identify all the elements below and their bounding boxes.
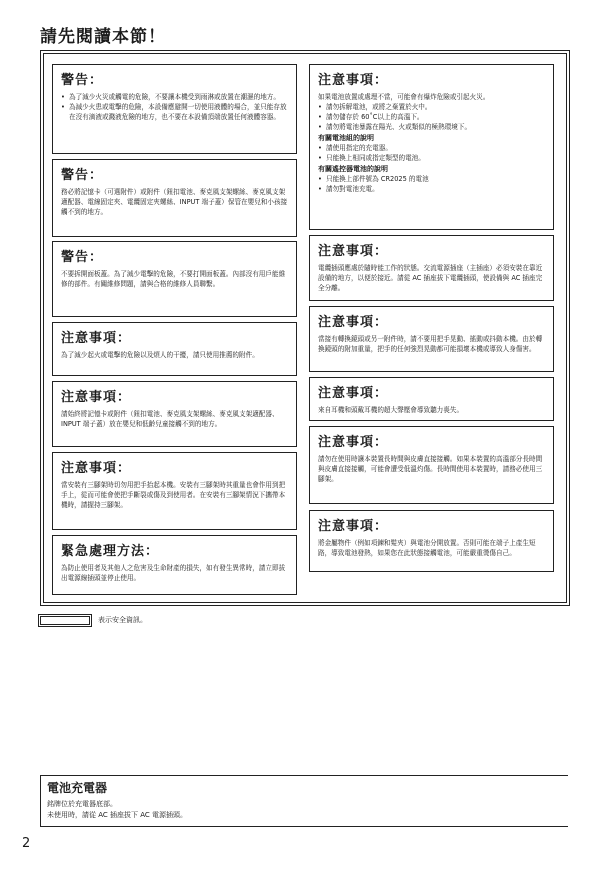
caution-box-power-plug (309, 235, 554, 301)
list-item: • 請勿將電池暴露在陽光、火或類似的極熱環境下。 (318, 122, 547, 132)
box-text: 當安裝有三腳架時切勿用把手抬起本機。安裝有三腳架時其重量也會作用到把手上，從而可能會使把手斷裂或傷及到使用者。在安裝有三腳架情況下攜帶本機時，請握持三腳架。 (61, 481, 286, 509)
charger-title: 電池充電器 (47, 781, 108, 795)
box-text: 為了減少起火或電擊的危險以及煩人的干擾，請只使用推薦的附件。 (61, 351, 259, 359)
box-text: 為防止使用者及其他人之危害及生命財產的損失，如有發生異常時，請立即拔出電源線插頭並停止使用。 (61, 564, 286, 582)
list-item: • 為了減少火災或觸電的危險，不要讓本機受到雨淋或放置在潮濕的地方。 (61, 92, 290, 102)
warning-box-rain-moisture (52, 64, 297, 154)
box-text: 來自耳機和頭戴耳機的超大聲壓會導致聽力喪失。 (318, 406, 464, 414)
box-heading: 注意事項： (318, 244, 389, 259)
box-heading: 注意事項： (318, 315, 389, 330)
box-text: 將金屬物件（例如項鍊和髮夾）與電池分開放置。否則可能在端子上產生短路，導致電池發熱，如果您在此狀態接觸電池，可能嚴重燙傷自己。 (318, 539, 536, 557)
box-text: 電纜插頭應處於隨時能工作的狀態。交流電源插座（主插座）必須安裝在靠近設備的地方，以便於接近。請從 AC 插座拔下電纜插頭，使設備與 AC 插座完全分離。 (318, 264, 543, 292)
list-item: • 只能換上部件號為 CR2025 的電池 (318, 174, 547, 184)
warning-box-panel-cover (52, 241, 297, 317)
box-heading: 警告： (61, 168, 104, 183)
battery-charger-section (40, 775, 568, 827)
warning-box-small-parts (52, 159, 297, 237)
remote-battery-subheading: 有關遙控器電池的說明 (318, 165, 388, 173)
caution-box-battery (309, 64, 554, 230)
caution-box-conversion-lens (309, 306, 554, 372)
safety-legend (40, 615, 147, 625)
legend-text: 表示安全資訊。 (98, 616, 147, 624)
list-item: • 為減少火患或電擊的危險，本設備應避開一切使用液體的場合，並只能存放在沒有滴液或濺液危險的地方，也不要在本設備頂端放置任何液體容器。 (61, 102, 290, 122)
bullet-list (61, 92, 290, 122)
caution-box-metal-objects (309, 510, 554, 572)
box-heading: 注意事項： (61, 331, 132, 346)
page-number: 2 (22, 836, 31, 851)
box-text: 如果電池放置或處理不當，可能會有爆炸危險或引起火災。 (318, 93, 490, 101)
box-text: 請勿在使用時讓本裝置長時間與皮膚直接接觸。如果本裝置的高溫部分長時間與皮膚直接接觸，可能會遭受低溫灼傷。長時間使用本裝置時，請務必使用三腳架。 (318, 455, 543, 483)
box-heading: 注意事項： (318, 435, 389, 450)
list-item: • 請勿對電池充電。 (318, 184, 547, 194)
caution-box-memory-card (52, 381, 297, 447)
box-heading: 警告： (61, 73, 104, 88)
box-heading: 注意事項： (318, 73, 389, 88)
list-item: • 只能換上相同或指定類型的電池。 (318, 153, 547, 163)
box-heading: 注意事項： (61, 390, 132, 405)
emergency-box (52, 535, 297, 595)
bullet-list (318, 102, 547, 132)
caution-box-tripod (52, 452, 297, 530)
page-title: 請先閱讀本節！ (40, 27, 166, 47)
legend-frame-symbol (40, 616, 90, 625)
list-item: • 請使用指定的充電器。 (318, 143, 547, 153)
battery-pack-subheading: 有關電池組的說明 (318, 134, 374, 142)
bullet-list (318, 174, 547, 194)
box-heading: 警告： (61, 250, 104, 265)
box-heading: 注意事項： (61, 461, 132, 476)
charger-line: 未使用時，請從 AC 插座拔下 AC 電源插頭。 (47, 811, 188, 819)
box-heading: 注意事項： (318, 386, 389, 401)
box-heading: 緊急處理方法： (61, 544, 160, 559)
charger-line: 銘牌位於充電器底部。 (47, 800, 117, 808)
bullet-list (318, 143, 547, 163)
box-text: 當接有轉換鏡頭或另一附件時，請不要用把手晃動、搖動或抖動本機。由於轉換鏡頭的附加重量，把手的任何強烈晃動都可能損壞本機或導致人身傷害。 (318, 335, 543, 353)
box-text: 不要拆開面板蓋。為了減少電擊的危險，不要打開面板蓋。內部沒有用戶能維修的部件。有關維修問題，請與合格的維修人員聯繫。 (61, 270, 286, 288)
list-item: • 請勿儲存於 60˚C以上的高溫下。 (318, 112, 547, 122)
caution-box-accessories (52, 322, 297, 376)
caution-box-low-temp-burn (309, 426, 554, 504)
box-text: 請始終將記憶卡或附件（鈕扣電池、麥克風支架螺絲、麥克風支架適配器、INPUT 端子蓋）放在嬰兒和低齡兒童接觸不到的地方。 (61, 410, 279, 428)
caution-box-headphones (309, 377, 554, 421)
list-item: • 請勿拆解電池，或將之棄置於火中。 (318, 102, 547, 112)
box-heading: 注意事項： (318, 519, 389, 534)
box-text: 務必將記憶卡（可選附件）或附件（鈕扣電池、麥克風支架螺絲、麥克風支架適配器、電線固定夾、電纜固定夾螺絲、INPUT 端子蓋）保管在嬰兒和小孩接觸不到的地方。 (61, 188, 288, 216)
